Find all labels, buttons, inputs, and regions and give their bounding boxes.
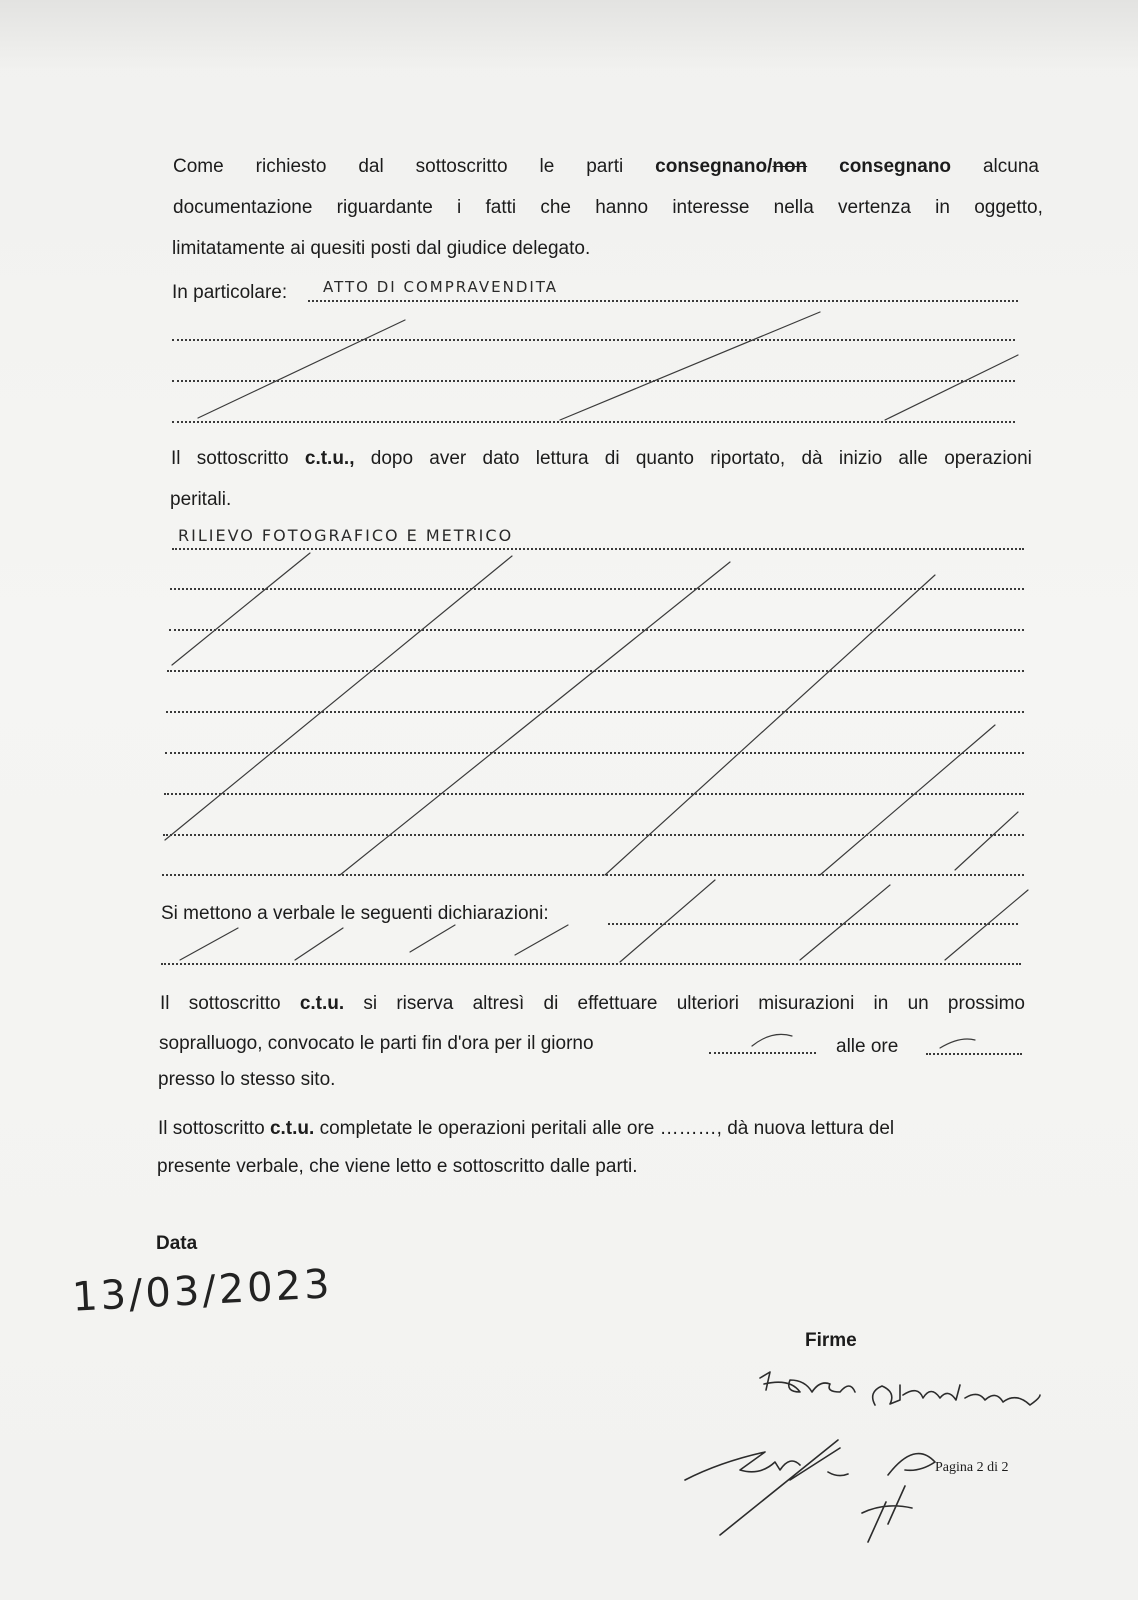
word: Come [173,156,224,177]
word: parti [586,156,624,177]
cross-out-stroke [620,880,715,962]
dots-text: ……… [659,1118,717,1139]
ctu-bold: c.t.u., [304,448,355,469]
handwritten-operazioni: RILIEVO FOTOGRAFICO E METRICO [178,526,514,545]
cross-out-stroke [165,556,512,840]
word: si [363,993,378,1014]
word: riportato, [710,448,786,469]
word: dopo [370,448,414,469]
word: le [539,156,555,177]
word: oggetto, [974,197,1043,218]
option-yes-2: consegnano [839,156,952,177]
word: hanno [595,197,649,218]
word: quanto [635,448,694,469]
dichiarazioni-label: Si mettono a verbale le seguenti dichiarazioni: [161,903,549,924]
word: alcuna [982,156,1039,177]
p2-line2: peritali. [170,489,232,510]
word: riguardante [336,197,433,218]
blank-mark [940,1039,975,1048]
word: in [873,993,889,1014]
word: alle [898,448,928,469]
cross-out-stroke [800,885,890,960]
cross-out-stroke [945,890,1028,960]
word: sottoscritto [188,993,281,1014]
p3-line2-b: alle ore [836,1036,899,1057]
cross-out-stroke [295,928,343,960]
ctu-bold: c.t.u. [299,993,345,1014]
data-label: Data [156,1233,198,1254]
word: documentazione [173,197,313,218]
cross-out-stroke [198,320,405,418]
firme-label: Firme [805,1330,857,1351]
word: dal [358,156,384,177]
signature-3 [862,1454,935,1542]
option-no-struck: non [772,156,808,177]
word: in [935,197,950,218]
word: aver [429,448,467,469]
option-yes: consegnano/ [655,156,773,177]
p3-line3: presso lo stesso sito. [158,1069,336,1090]
word: Il [171,448,181,469]
cross-out-stroke [885,355,1018,420]
text: , dà nuova lettura del [716,1118,895,1139]
word: sottoscritto [196,448,289,469]
word: di [543,993,559,1014]
text: completate le operazioni peritali alle ore [319,1118,655,1139]
cross-out-stroke [605,575,935,875]
word: interesse [672,197,750,218]
word: dato [482,448,520,469]
cross-out-stroke [180,928,238,960]
word: Il [160,993,170,1014]
page-number: Pagina 2 di 2 [935,1460,1009,1475]
cross-out-stroke [515,925,568,955]
word: nella [773,197,814,218]
word: sottoscritto [415,156,508,177]
word: riserva [396,993,454,1014]
handwritten-date: 13/03/2023 [70,1261,334,1321]
cross-out-stroke [820,725,995,875]
p3-line2-a: sopralluogo, convocato le parti fin d'ora per il giorno [159,1033,594,1054]
ctu-bold: c.t.u. [269,1118,315,1139]
p4-line2: presente verbale, che viene letto e sottoscritto dalle parti. [157,1156,638,1177]
word: fatti [485,197,517,218]
word: vertenza [838,197,911,218]
signature-1 [760,1372,1040,1405]
word: altresì [472,993,525,1014]
blank-mark [752,1034,792,1046]
word: effettuare [577,993,658,1014]
word: richiesto [255,156,327,177]
word: ulteriori [676,993,740,1014]
word: un [907,993,929,1014]
word: dà [801,448,823,469]
particolare-label: In particolare: [172,282,288,303]
word: misurazioni [758,993,855,1014]
word: lettura [535,448,589,469]
word: di [604,448,620,469]
cross-out-stroke [560,312,820,420]
signature-2 [685,1440,848,1535]
handwritten-particolare: ATTO DI COMPRAVENDITA [323,278,559,296]
word: prossimo [947,993,1025,1014]
word: che [540,197,571,218]
cross-out-stroke [172,553,310,665]
cross-out-stroke [340,562,730,875]
word: inizio [838,448,883,469]
word: operazioni [944,448,1032,469]
cross-out-stroke [410,925,455,952]
text: Il sottoscritto [158,1118,265,1139]
word: i [457,197,462,218]
p1-line3: limitatamente ai quesiti posti dal giudice delegato. [172,238,591,259]
cross-out-strokes [165,312,1028,1048]
cross-out-stroke [955,812,1018,870]
